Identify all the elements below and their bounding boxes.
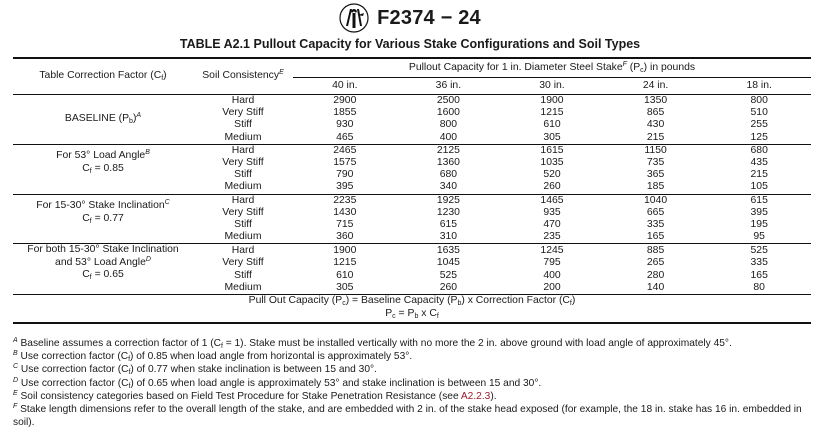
value-cell: 2500 bbox=[436, 95, 460, 106]
value-cell: 865 bbox=[646, 107, 665, 119]
value-cell: 1040 bbox=[644, 194, 668, 206]
value-cell: 200 bbox=[543, 282, 561, 294]
formula-equation: $P_c = P_b$ x $C_f$ bbox=[385, 307, 439, 320]
value-cell: 105 bbox=[750, 181, 768, 193]
table-row bbox=[13, 95, 811, 108]
value-cell: 260 bbox=[543, 181, 561, 193]
value-cell: 165 bbox=[646, 231, 665, 243]
header-soil-consistency: Soil Consistency$^E$ bbox=[202, 69, 284, 82]
header-length-18: 18 in. bbox=[746, 79, 772, 91]
group-label-baseline: BASELINE $(P_b)^A$ bbox=[64, 112, 142, 126]
value-cell: 185 bbox=[646, 181, 665, 193]
footnote-b: $^B$ Use correction factor $(C_f)$ of 0.85 when load angle from horizontal is approximately 53°. bbox=[13, 350, 413, 364]
value-cell: 790 bbox=[336, 169, 354, 181]
value-cell: 95 bbox=[753, 231, 765, 243]
value-cell: 1900 bbox=[333, 244, 357, 256]
soil-cell: Very Stiff bbox=[222, 206, 264, 218]
value-cell: 400 bbox=[439, 131, 458, 143]
header-length-30: 30 in. bbox=[539, 79, 565, 91]
value-cell: 310 bbox=[439, 231, 458, 243]
value-cell: 165 bbox=[750, 269, 768, 281]
value-cell: 525 bbox=[750, 244, 768, 256]
value-cell: 305 bbox=[336, 282, 354, 294]
value-cell: 615 bbox=[750, 194, 768, 206]
value-cell: 1615 bbox=[540, 144, 564, 156]
soil-cell: Hard bbox=[231, 244, 255, 256]
header-length-40: 40 in. bbox=[332, 79, 358, 91]
soil-cell: Very Stiff bbox=[222, 107, 264, 119]
footnote-f: $^F$ Stake length dimensions refer to the overall length of the stake, and are embedded with 2 in. of the stake head exposed (for example, the 18 in. stake has 16 in. embedded in soil). bbox=[13, 403, 802, 429]
soil-cell: Medium bbox=[224, 181, 262, 193]
value-cell: 885 bbox=[646, 244, 665, 256]
value-cell: 1900 bbox=[540, 95, 564, 106]
value-cell: 610 bbox=[336, 269, 354, 281]
value-cell: 215 bbox=[646, 131, 665, 143]
value-cell: 2235 bbox=[333, 194, 357, 206]
soil-cell: Medium bbox=[224, 231, 262, 243]
value-cell: 1350 bbox=[644, 95, 668, 106]
value-cell: 610 bbox=[543, 119, 561, 131]
soil-cell: Stiff bbox=[234, 169, 252, 181]
value-cell: 510 bbox=[750, 107, 768, 119]
value-cell: 260 bbox=[439, 282, 458, 294]
value-cell: 470 bbox=[543, 219, 561, 231]
value-cell: 665 bbox=[646, 206, 665, 218]
table-row bbox=[13, 244, 811, 257]
value-cell: 2125 bbox=[436, 144, 460, 156]
group-label-53-load-angle: For 53° Load Angle$^B$ $C_f = 0.85$ bbox=[56, 149, 150, 175]
value-cell: 680 bbox=[750, 144, 768, 156]
value-cell: 800 bbox=[750, 95, 768, 106]
value-cell: 125 bbox=[750, 131, 768, 143]
group-label-both: For both 15-30° Stake Inclination and 53° Load Angle$^D$ $C_f = 0.65$ bbox=[27, 244, 179, 282]
value-cell: 1600 bbox=[436, 107, 460, 119]
value-cell: 1045 bbox=[436, 257, 460, 269]
value-cell: 335 bbox=[646, 219, 665, 231]
value-cell: 1635 bbox=[436, 244, 460, 256]
value-cell: 1215 bbox=[540, 107, 564, 119]
header-length-36: 36 in. bbox=[435, 79, 462, 91]
header-pullout-group: Pullout Capacity for 1 in. Diameter Steel Stake$^F$ $(P_c)$ in pounds bbox=[293, 58, 811, 78]
document-number: F2374 − 24 bbox=[377, 6, 481, 29]
value-cell: 735 bbox=[646, 157, 665, 169]
value-cell: 930 bbox=[336, 119, 354, 131]
value-cell: 365 bbox=[646, 169, 665, 181]
value-cell: 140 bbox=[646, 282, 665, 294]
group-label-stake-inclination: For 15-30° Stake Inclination$^C$ $C_f = 0.77$ bbox=[36, 199, 170, 225]
soil-cell: Hard bbox=[231, 144, 255, 156]
value-cell: 280 bbox=[646, 269, 665, 281]
soil-cell: Stiff bbox=[234, 219, 252, 231]
value-cell: 400 bbox=[543, 269, 561, 281]
value-cell: 680 bbox=[439, 169, 458, 181]
value-cell: 1150 bbox=[644, 144, 667, 156]
value-cell: 525 bbox=[439, 269, 458, 281]
soil-cell: Very Stiff bbox=[222, 157, 264, 169]
value-cell: 1575 bbox=[333, 157, 357, 169]
value-cell: 615 bbox=[439, 219, 458, 231]
value-cell: 465 bbox=[336, 131, 354, 143]
value-cell: 215 bbox=[750, 169, 768, 181]
soil-cell: Medium bbox=[224, 131, 262, 143]
value-cell: 340 bbox=[439, 181, 458, 193]
soil-cell: Hard bbox=[231, 95, 255, 106]
value-cell: 800 bbox=[439, 119, 458, 131]
value-cell: 1230 bbox=[436, 206, 460, 218]
value-cell: 395 bbox=[750, 206, 768, 218]
astm-logo-icon bbox=[339, 3, 369, 33]
value-cell: 395 bbox=[336, 181, 354, 193]
value-cell: 335 bbox=[750, 257, 768, 269]
value-cell: 430 bbox=[646, 119, 665, 131]
value-cell: 1925 bbox=[436, 194, 460, 206]
value-cell: 305 bbox=[543, 131, 561, 143]
value-cell: 715 bbox=[336, 219, 354, 231]
table-row bbox=[13, 144, 811, 157]
value-cell: 795 bbox=[543, 257, 561, 269]
value-cell: 1035 bbox=[540, 157, 564, 169]
value-cell: 520 bbox=[543, 169, 561, 181]
value-cell: 1465 bbox=[540, 194, 564, 206]
footnote-e: $^E$ Soil consistency categories based on Field Test Procedure for Stake Penetration Resistance (see A2.2.3). bbox=[13, 389, 497, 402]
value-cell: 2900 bbox=[333, 95, 357, 106]
footnote-a: $^A$ Baseline assumes a correction factor of 1 $(C_f = 1)$. Stake must be installed vertically with no more the 2 in. above ground with load angle of approximately 45°. bbox=[13, 337, 732, 350]
value-cell: 435 bbox=[750, 157, 768, 169]
table-row bbox=[13, 194, 811, 207]
value-cell: 935 bbox=[543, 206, 561, 218]
section-link-a2-2-3[interactable]: A2.2.3 bbox=[460, 390, 491, 402]
value-cell: 195 bbox=[750, 219, 768, 231]
value-cell: 1245 bbox=[540, 244, 564, 256]
soil-cell: Hard bbox=[231, 194, 255, 206]
table-title: TABLE A2.1 Pullout Capacity for Various Stake Configurations and Soil Types bbox=[179, 37, 641, 51]
value-cell: 1360 bbox=[436, 157, 460, 169]
footnotes bbox=[13, 337, 813, 429]
soil-cell: Very Stiff bbox=[222, 257, 264, 269]
value-cell: 1430 bbox=[333, 206, 357, 218]
value-cell: 1855 bbox=[333, 107, 357, 119]
footnote-c: $^C$ Use correction factor $(C_f)$ of 0.77 when stake inclination is between 15 and 30°. bbox=[13, 363, 377, 377]
value-cell: 80 bbox=[753, 282, 765, 294]
formula-row bbox=[13, 295, 811, 308]
value-cell: 2465 bbox=[333, 144, 357, 156]
value-cell: 265 bbox=[646, 257, 665, 269]
header-correction-factor: Table Correction Factor $(C_f)$ bbox=[39, 70, 167, 83]
value-cell: 360 bbox=[336, 231, 354, 243]
footnote-d: $^D$ Use correction factor $(C_f)$ of 0.65 when load angle is approximately 53° and stake inclination is between 15 and 30°. bbox=[13, 376, 542, 390]
header-length-24: 24 in. bbox=[642, 79, 669, 91]
soil-cell: Stiff bbox=[234, 269, 252, 281]
document-header bbox=[0, 2, 820, 34]
formula-row bbox=[13, 308, 811, 324]
soil-cell: Stiff bbox=[234, 119, 252, 131]
value-cell: 255 bbox=[750, 119, 768, 131]
value-cell: 1215 bbox=[333, 257, 357, 269]
pullout-capacity-table bbox=[13, 57, 811, 324]
formula-text: Pull Out Capacity $(P_c)$ = Baseline Capacity $(P_b)$ x Correction Factor $(C_f)$ bbox=[248, 295, 576, 308]
value-cell: 235 bbox=[543, 231, 561, 243]
soil-cell: Medium bbox=[224, 282, 262, 294]
